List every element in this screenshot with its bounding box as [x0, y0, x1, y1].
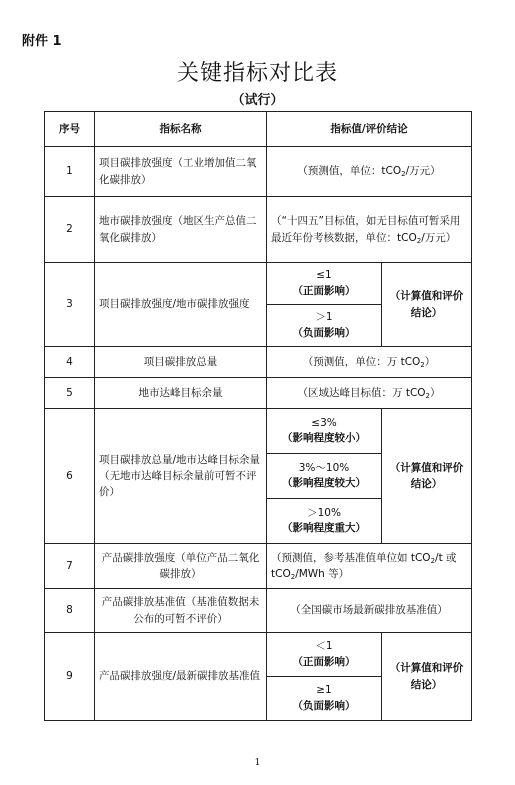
conclusion-cell: （计算值和评价结论） [382, 633, 472, 721]
row-no: 1 [45, 147, 95, 197]
row-name: 地市达峰目标余量 [95, 378, 267, 409]
row-value: （区域达峰目标值：万 tCO$_2$） [267, 378, 472, 409]
row-name: 项目碳排放强度（工业增加值二氧化碳排放） [95, 147, 267, 197]
row-no: 3 [45, 263, 95, 347]
row-name: 项目碳排放总量/地市达峰目标余量（无地市达峰目标余量前可暂不评价） [95, 409, 267, 544]
row-no: 2 [45, 197, 95, 263]
row-no: 6 [45, 409, 95, 544]
page-title: 关键指标对比表 [176, 61, 338, 86]
row-value: （预测值，单位：万 tCO$_2$） [267, 347, 472, 378]
row-name: 项目碳排放总量 [95, 347, 267, 378]
table-row [45, 409, 472, 454]
row-no: 7 [45, 544, 95, 589]
level-cell: ＞10% （影响程度重大） [267, 499, 382, 544]
level-cell: ＞1 （负面影响） [267, 305, 382, 347]
row-name: 项目碳排放强度/地市碳排放强度 [95, 263, 267, 347]
header-no: 序号 [45, 112, 95, 147]
table-row [45, 197, 472, 263]
level-cell: ＜1 （正面影响） [267, 633, 382, 677]
header-name: 指标名称 [95, 112, 267, 147]
indicator-comparison-table [44, 111, 472, 721]
attachment-label: 附件 1 [22, 34, 62, 49]
row-no: 5 [45, 378, 95, 409]
page-number: 1 [254, 758, 261, 768]
table-row [45, 147, 472, 197]
level-cell: ≥1 （负面影响） [267, 677, 382, 721]
header-value: 指标值/评价结论 [267, 112, 472, 147]
table-row [45, 347, 472, 378]
table-row [45, 589, 472, 633]
table-row [45, 263, 472, 305]
conclusion-cell: （计算值和评价结论） [382, 409, 472, 544]
row-value: （“十四五”目标值，如无目标值可暂采用最近年份考核数据，单位：tCO$_2$/万元） [267, 197, 472, 263]
level-cell: 3%～10% （影响程度较大） [267, 454, 382, 499]
row-value: （全国碳市场最新碳排放基准值） [267, 589, 472, 633]
row-name: 地市碳排放强度（地区生产总值二氧化碳排放） [95, 197, 267, 263]
row-no: 9 [45, 633, 95, 721]
row-no: 4 [45, 347, 95, 378]
table-row [45, 544, 472, 589]
row-name: 产品碳排放强度/最新碳排放基准值 [95, 633, 267, 721]
row-value: （预测值，单位：tCO$_2$/万元） [267, 147, 472, 197]
row-name: 产品碳排放强度（单位产品二氧化碳排放） [95, 544, 267, 589]
row-value: （预测值，参考基准值单位如 tCO$_2$/t 或 tCO$_2$/MWh 等） [267, 544, 472, 589]
table-row [45, 378, 472, 409]
level-cell: ≤1 （正面影响） [267, 263, 382, 305]
conclusion-cell: （计算值和评价结论） [382, 263, 472, 347]
row-name: 产品碳排放基准值（基准值数据未公布的可暂不评价） [95, 589, 267, 633]
table-header-row [45, 112, 472, 147]
level-cell: ≤3% （影响程度较小） [267, 409, 382, 454]
table-row [45, 633, 472, 677]
page-subtitle: （试行） [231, 93, 284, 108]
row-no: 8 [45, 589, 95, 633]
